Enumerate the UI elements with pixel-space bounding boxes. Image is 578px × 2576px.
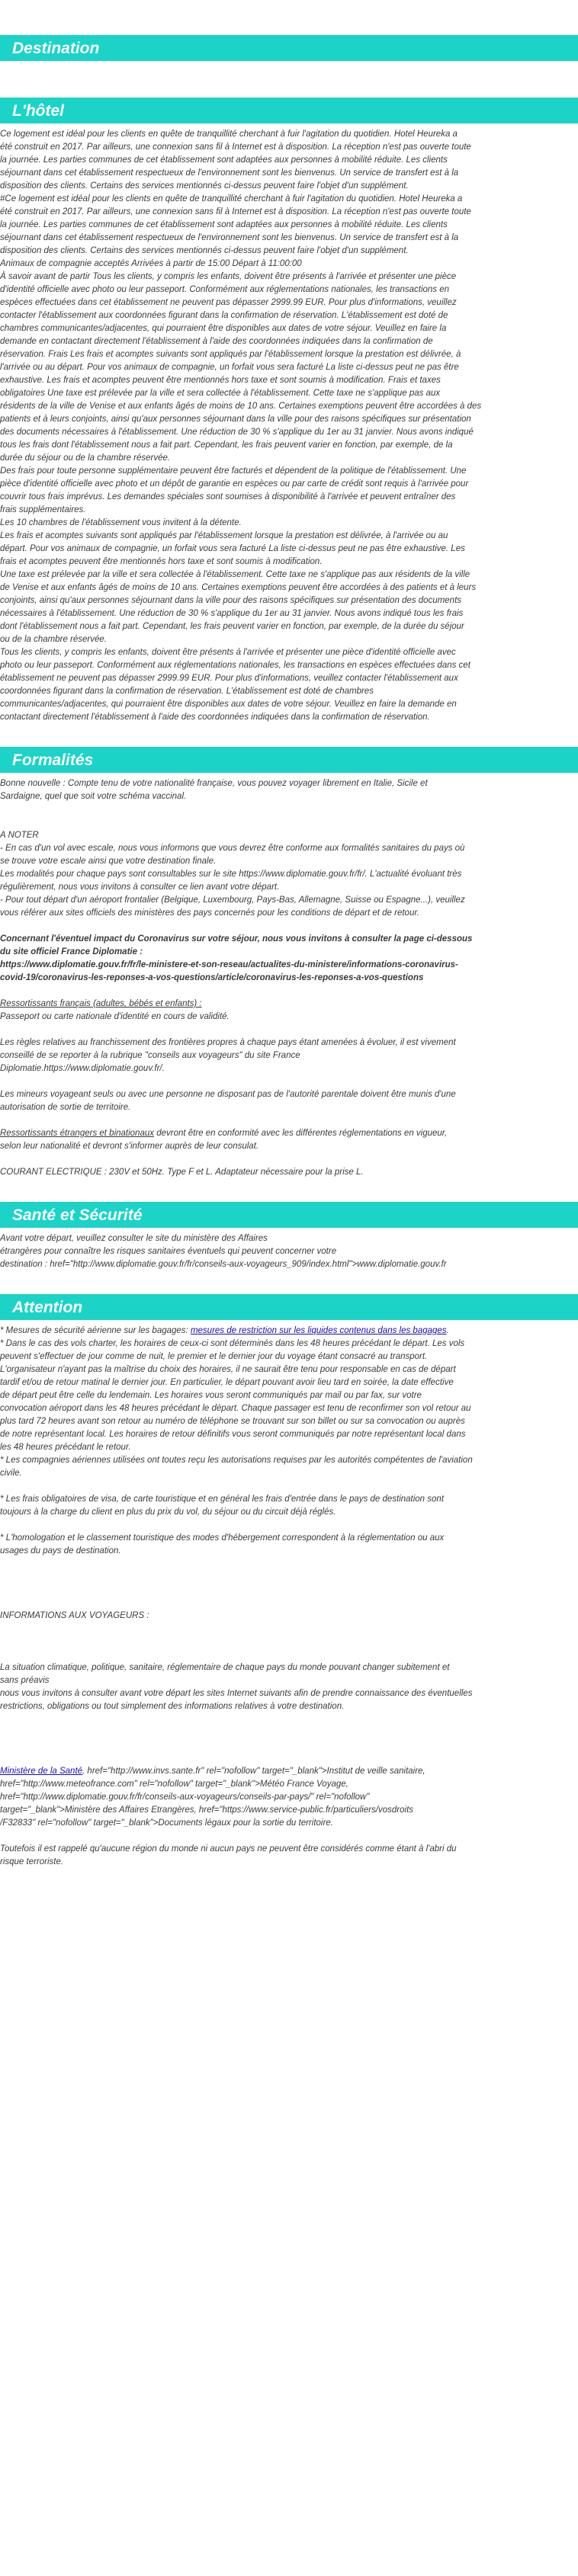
hotel-text-line: conjoints, ainsi qu'aux personnes séjournant dans la ville pour des raisons spécifiques sur présentation des documents (0, 596, 462, 605)
ministry-health-link[interactable]: Ministère de la Santé (0, 1767, 83, 1776)
hotel-description (0, 123, 578, 724)
hotel-text-line: des documents nécessaires à l'établissement. Une réduction de 30 % s'applique du 1er au 31 janvier. Nous avons indiqué (0, 428, 474, 437)
hotel-text-line: durée du séjour ou de la chambre réservée. (0, 453, 171, 463)
hotel-text-line: l'arrivée ou au départ. Pour vos animaux de compagnie, un forfait vous sera facturé La liste ci-dessus peut ne pas être (0, 363, 459, 372)
attention-body (0, 1320, 578, 1869)
hotel-text-line: frais et acomptes peuvent être mentionnés hors taxe et sont soumis à modification. (0, 557, 323, 566)
note-line: vous référer aux sites officiels des ministères des pays concernés pour les conditions de départ et de retour. (0, 908, 419, 918)
electric-info: COURANT ELECTRIQUE : 230V et 50Hz. Type F et L. Adaptateur nécessaire pour la prise L. (0, 1168, 364, 1177)
hotel-section (0, 98, 578, 724)
charter-line: les 48 heures précédant le retour. (0, 1443, 131, 1452)
hotel-text-line: contacter l'établissement aux coordonnées figurant dans la confirmation de réservation. L'établissement est doté de (0, 311, 448, 320)
attention-header (0, 1294, 578, 1320)
hotel-text-line: dont l'établissement nous a fait part. Cependant, les frais peuvent varier en fonction, par exemple, de la durée du séjour (0, 622, 464, 631)
hotel-text-line: la journée. Les parties communes de cet établissement sont adaptées aux personnes à mobilité réduite. Les clients (0, 155, 448, 165)
formalites-section (0, 747, 578, 1179)
ministry-link-line: href="http://www.meteofrance.com" rel="nofollow" target="_blank">Météo France Voyage, (0, 1780, 348, 1789)
hotel-title: L'hôtel (12, 102, 64, 120)
hotel-text-line: espèces effectuées dans cet établissement ne peuvent pas dépasser 2999.99 EUR. Pour plus d'informations, veuillez (0, 298, 457, 307)
border-rules-line: Les règles relatives au franchissement des frontières propres à chaque pays étant amenées à évoluer, il est vivement (0, 1038, 456, 1047)
note-line: - En cas d'un vol avec escale, nous vous informons que vous devrez être conforme aux formalités sanitaires du pays où (0, 844, 465, 853)
hotel-text-line: couvrir tous frais imprévus. Les demandes spéciales sont soumises à disponibilité à l'arrivée et peuvent entraîner des (0, 492, 456, 501)
hotel-text-line: nécessaires à l'établissement. Une réduction de 30 % s'applique du 1er au 31 janvier. Nous avons indiqué tous les frais (0, 609, 464, 618)
minors-line: Les mineurs voyageant seuls ou avec une personne ne disposant pas de l'autorité parentale doivent être munis d'une (0, 1090, 456, 1099)
hotel-text-line: résidents de la ville de Venise et aux enfants âgés de moins de 10 ans. Certaines exemptions peuvent être accordées à des (0, 402, 482, 411)
approval-notice (0, 1532, 578, 1558)
sante-header (0, 1202, 578, 1228)
hotel-text-line: obligatoires Une taxe est prélevée par la ville et sera collectée à l'établissement. Cette taxe ne s'applique pas aux (0, 389, 441, 398)
situation-line: restrictions, obligations ou tout simplement des informations relatives à votre destination. (0, 1702, 345, 1711)
hotel-text-line: coordonnées figurant dans la confirmation de réservation. L'établissement est doté de chambres (0, 687, 374, 696)
formalites-header (0, 747, 578, 773)
hotel-text-line: établissement ne peuvent pas dépasser 2999.99 EUR. Pour plus d'informations, veuillez contacter l'établissement aux (0, 674, 458, 683)
hotel-text-line: demande en contactant directement l'établissement à l'aide des coordonnées indiquées dans la confirmation de (0, 337, 433, 346)
note-text (0, 842, 578, 920)
border-rules-line: Diplomatie.https://www.diplomatie.gouv.fr/. (0, 1064, 165, 1073)
terror-line: Toutefois il est rappelé qu'aucune région du monde ni aucun pays ne peuvent être considérés comme étant à l'abri du (0, 1844, 457, 1854)
foreign-nationals-text: devront être en conformité avec les différentes réglementations en vigueur, (154, 1129, 448, 1138)
minors-line: autorisation de sortie de territoire. (0, 1103, 131, 1112)
sante-title: Santé et Sécurité (12, 1206, 143, 1224)
destination-header (0, 35, 578, 61)
border-rules (0, 1036, 578, 1075)
liquids-restriction-link[interactable]: mesures de restriction sur les liquides contenus dans les bagages (190, 1326, 447, 1335)
ministry-line (0, 1765, 578, 1778)
charter-line: plus tard 72 heures avant son retour au numéro de téléphone se trouvant sur son billet ou sur sa convocation ou auprès (0, 1417, 465, 1426)
approval-line: usages du pays de destination. (0, 1546, 121, 1556)
covid-line: https://www.diplomatie.gouv.fr/fr/le-ministere-et-son-reseau/actualites-du-ministere/informations-coronavirus- (0, 960, 458, 969)
situation-line: sans préavis (0, 1676, 50, 1685)
hotel-text-line: contactant directement l'établissement à l'aide des coordonnées indiquées dans la confirmation de réservation. (0, 713, 430, 722)
hotel-text-line: tous les frais dont l'établissement nous a fait part. Cependant, les frais peuvent varier en fonction, par exemple, de la (0, 441, 453, 450)
note-line: Les modalités pour chaque pays sont consultables sur le site https://www.diplomatie.gouv.fr/fr/. L'actualité évoluant très (0, 870, 462, 879)
hotel-text-line: disposition des clients. Certains des services mentionnés ci-dessus peuvent faire l'objet d'un supplément. (0, 181, 409, 191)
info-title: INFORMATIONS AUX VOYAGEURS : (0, 1611, 149, 1620)
hotel-text-line: disposition des clients. Certains des services mentionnés ci-dessus peuvent faire l'objet d'un supplément. (0, 246, 409, 255)
formalites-title: Formalités (12, 751, 94, 769)
hotel-text-line: Animaux de compagnie acceptés Arrivées à partir de 15:00 Départ à 11:00:00 (0, 259, 302, 268)
terror-line: risque terroriste. (0, 1857, 64, 1866)
ministry-links (0, 1778, 578, 1830)
situation-line: nous vous invitons à consulter avant votre départ les sites Internet suivants afin de prendre connaissance des éventuelles (0, 1689, 473, 1698)
hotel-text-line: communicantes/adjacentes, qui pourraient être disponibles aux dates de votre séjour. Veuillez en faire la demande en (0, 700, 457, 709)
hotel-text-line: pièce d'identité officielle avec photo et un dépôt de garantie en espèces ou par carte de crédit sont requis à l'arrivée pour (0, 479, 469, 489)
fees-notice (0, 1493, 578, 1519)
ministry-link-line: /F32833" rel="nofollow" target="_blank">Documents légaux pour la sortie du territoire. (0, 1818, 333, 1828)
formalites-intro-line: Sardaigne, quel que soit votre schéma vaccinal. (0, 792, 187, 801)
note-line: régulièrement, nous vous invitons à consulter ce lien avant votre départ. (0, 883, 280, 892)
hotel-text-line: la journée. Les parties communes de cet établissement sont adaptées aux personnes à mobilité réduite. Les clients (0, 220, 448, 229)
charter-line: peuvent s'effectuer de jour comme de nuit, le premier et le dernier jour du voyage étant consacré au transport. (0, 1352, 428, 1361)
fees-line: * Les frais obligatoires de visa, de carte touristique et en général les frais d'entrée dans le pays de destination sont (0, 1495, 445, 1504)
situation-notice (0, 1661, 578, 1713)
charter-line: de départ peut être celle du lendemain. Les horaires vous seront communiqués par mail ou par fax, sur votre (0, 1391, 422, 1400)
covid-line: Concernant l'éventuel impact du Coronavirus sur votre séjour, nous vous invitons à consulter la page ci-dessous (0, 934, 473, 944)
hotel-text-line: chambres communicantes/adjacentes, qui pourraient être disponibles aux dates de votre séjour. Veuillez en faire la (0, 324, 447, 333)
covid-line: covid-19/coronavirus-les-reponses-a-vos-questions/article/coronavirus-les-reponses-a-vos-questions (0, 973, 424, 982)
note-line: se trouve votre escale ainsi que votre destination finale. (0, 857, 217, 866)
security-prefix: * Mesures de sécurité aérienne sur les bagages: (0, 1326, 191, 1335)
hotel-text-line: frais supplémentaires. (0, 505, 86, 514)
charter-line: tardif et/ou de retour matinal le dernier jour. En particulier, le départ pouvant avoir lieu tard en soirée, la date effective (0, 1378, 454, 1387)
hotel-text-line: Tous les clients, y compris les enfants, doivent être présents à l'arrivée et présenter une pièce d'identité officielle avec (0, 648, 456, 657)
hotel-text-line: Des frais pour toute personne supplémentaire peuvent être facturés et dépendent de la politique de l'établissement. Une (0, 466, 467, 476)
security-suffix: . (446, 1326, 449, 1335)
foreign-nationals-line2: selon leur nationalité et devront s'informer auprès de leur consulat. (0, 1142, 259, 1151)
charter-line: de notre représentant local. Les horaires de retour définitifs vous seront communiqués par notre représentant local dans (0, 1430, 466, 1439)
charter-notice (0, 1338, 578, 1480)
hotel-header (0, 98, 578, 123)
ministry-link-line: target="_blank">Ministère des Affaires Etrangères, href="https://www.service-public.fr/particuliers/vosdroits (0, 1805, 414, 1815)
hotel-text-line: ou de la chambre réservée. (0, 635, 107, 644)
covid-notice (0, 933, 578, 985)
hotel-text-line: été construit en 2017. Par ailleurs, une connexion sans fil à Internet est à disposition. La réception n'est pas ouverte toute (0, 143, 471, 152)
destination-title: Destination (12, 40, 100, 57)
hotel-text-line: Les 10 chambres de l'établissement vous invitent à la détente. (0, 518, 242, 527)
hotel-text-line: de Venise et aux enfants âgés de moins de 10 ans. Certaines exemptions peuvent être accordées à des patients et à leurs (0, 583, 477, 592)
sante-body (0, 1228, 578, 1271)
hotel-text-line: Une taxe est prélevée par la ville et sera collectée à l'établissement. Cette taxe ne s'applique pas aux résidents de la ville (0, 570, 470, 579)
sante-section (0, 1202, 578, 1271)
attention-title: Attention (12, 1299, 83, 1316)
security-luggage (0, 1325, 578, 1338)
hotel-text-line: photo ou leur passeport. Conformément aux réglementations nationales, les transactions en espèces effectuées dans cet (0, 661, 470, 670)
sante-line: étrangères pour connaître les risques sanitaires éventuels qui peuvent concerner votre (0, 1247, 337, 1256)
ministry-rest: , href="http://www.invs.sante.fr" rel="nofollow" target="_blank">Institut de veille sanitaire, (82, 1767, 425, 1776)
minors-notice (0, 1088, 578, 1114)
hotel-text-line: départ. Pour vos animaux de compagnie, un forfait vous sera facturé La liste ci-dessus peut ne pas être exhaustive. Les (0, 544, 465, 553)
hotel-text-line: Les frais et acomptes suivants sont appliqués par l'établissement lorsque la prestation est délivrée, à l'arrivée ou au (0, 531, 448, 540)
formalites-body (0, 773, 578, 1179)
hotel-text-line: séjournant dans cet établissement respectueux de l'environnement sont les bienvenus. Un service de transfert est à la (0, 233, 459, 242)
situation-line: La situation climatique, politique, sanitaire, réglementaire de chaque pays du monde pouvant changer subitement et (0, 1663, 450, 1672)
hotel-text-line: séjournant dans cet établissement respectueux de l'environnement sont les bienvenus. Un service de transfert est à la (0, 168, 459, 178)
hotel-text-line: réservation. Frais Les frais et acomptes suivants sont appliqués par l'établissement lorsque la prestation est délivrée, à (0, 350, 461, 359)
charter-line: * Les compagnies aériennes utilisées ont toutes reçu les autorisations requises par les autorités compétentes de l'aviation (0, 1456, 473, 1465)
destination-section (0, 0, 578, 70)
attention-section (0, 1294, 578, 1869)
hotel-text-line: été construit en 2017. Par ailleurs, une connexion sans fil à Internet est à disposition. La réception n'est pas ouverte toute (0, 207, 471, 216)
sante-line: Avant votre départ, veuillez consulter le site du ministère des Affaires (0, 1234, 268, 1243)
note-title: A NOTER (0, 831, 39, 840)
french-nationals-text: Passeport ou carte nationale d'identité en cours de validité. (0, 1012, 230, 1021)
charter-line: civile. (0, 1469, 22, 1478)
ministry-link-line: href="http://www.diplomatie.gouv.fr/fr/conseils-aux-voyageurs/conseils-par-pays/" rel="nofollow" (0, 1793, 370, 1802)
formalites-intro (0, 777, 578, 803)
charter-line: * Dans le cas des vols charter, les horaires de ceux-ci sont déterminés dans les 48 heures précédant le départ. Les vols (0, 1339, 465, 1348)
hotel-text-line: exhaustive. Les frais et acomptes peuvent être mentionnés hors taxe et sont soumis à modification. Frais et taxes (0, 376, 441, 385)
french-nationals-title: Ressortissants français (adultes, bébés et enfants) : (0, 999, 202, 1008)
charter-line: convocation aéroport dans les 48 heures précédant le départ. Chaque passager est tenu de reconfirmer son vol retour au (0, 1404, 471, 1413)
hotel-text-line: À savoir avant de partir Tous les clients, y compris les enfants, doivent être présents à l'arrivée et présenter une pièce (0, 272, 457, 281)
foreign-nationals (0, 1127, 578, 1140)
charter-line: L'organisateur n'ayant pas la maîtrise du choix des horaires, il ne saurait être tenu pour responsable en cas de départ (0, 1365, 456, 1374)
fees-line: toujours à la charge du client en plus du prix du vol, du séjour ou du circuit déjà réglés. (0, 1507, 336, 1517)
hotel-text-line: patients et à leurs conjoints, ainsi qu'aux personnes séjournant dans la ville pour des raisons spécifiques sur présentation (0, 415, 471, 424)
approval-line: * L'homologation et le classement touristique des modes d'hébergement correspondent à la réglementation ou aux (0, 1533, 445, 1543)
covid-line: du site officiel France Diplomatie : (0, 947, 143, 956)
note-line: - Pour tout départ d'un aéroport frontalier (Belgique, Luxembourg, Pays-Bas, Allemagne, Suisse ou Espagne...), veuillez (0, 896, 465, 905)
terror-notice (0, 1843, 578, 1869)
border-rules-line: conseillé de se reporter à la rubrique "conseils aux voyageurs" du site France (0, 1051, 300, 1060)
sante-line: destination : href="http://www.diplomatie.gouv.fr/fr/conseils-aux-voyageurs_909/index.html">www.diplomatie.gouv.fr (0, 1260, 447, 1269)
hotel-text-line: #Ce logement est idéal pour les clients en quête de tranquillité cherchant à fuir l'agitation du quotidien. Hotel Heureka a (0, 194, 463, 203)
hotel-text-line: Ce logement est idéal pour les clients en quête de tranquillité cherchant à fuir l'agitation du quotidien. Hotel Heureka a (0, 130, 458, 139)
hotel-text-line: d'identité officielle avec photo ou leur passeport. Conformément aux réglementations nationales, les transactions en (0, 285, 450, 294)
formalites-intro-line: Bonne nouvelle : Compte tenu de votre nationalité française, vous pouvez voyager librement en Italie, Sicile et (0, 779, 428, 788)
foreign-nationals-title: Ressortissants étrangers et binationaux (0, 1129, 154, 1138)
